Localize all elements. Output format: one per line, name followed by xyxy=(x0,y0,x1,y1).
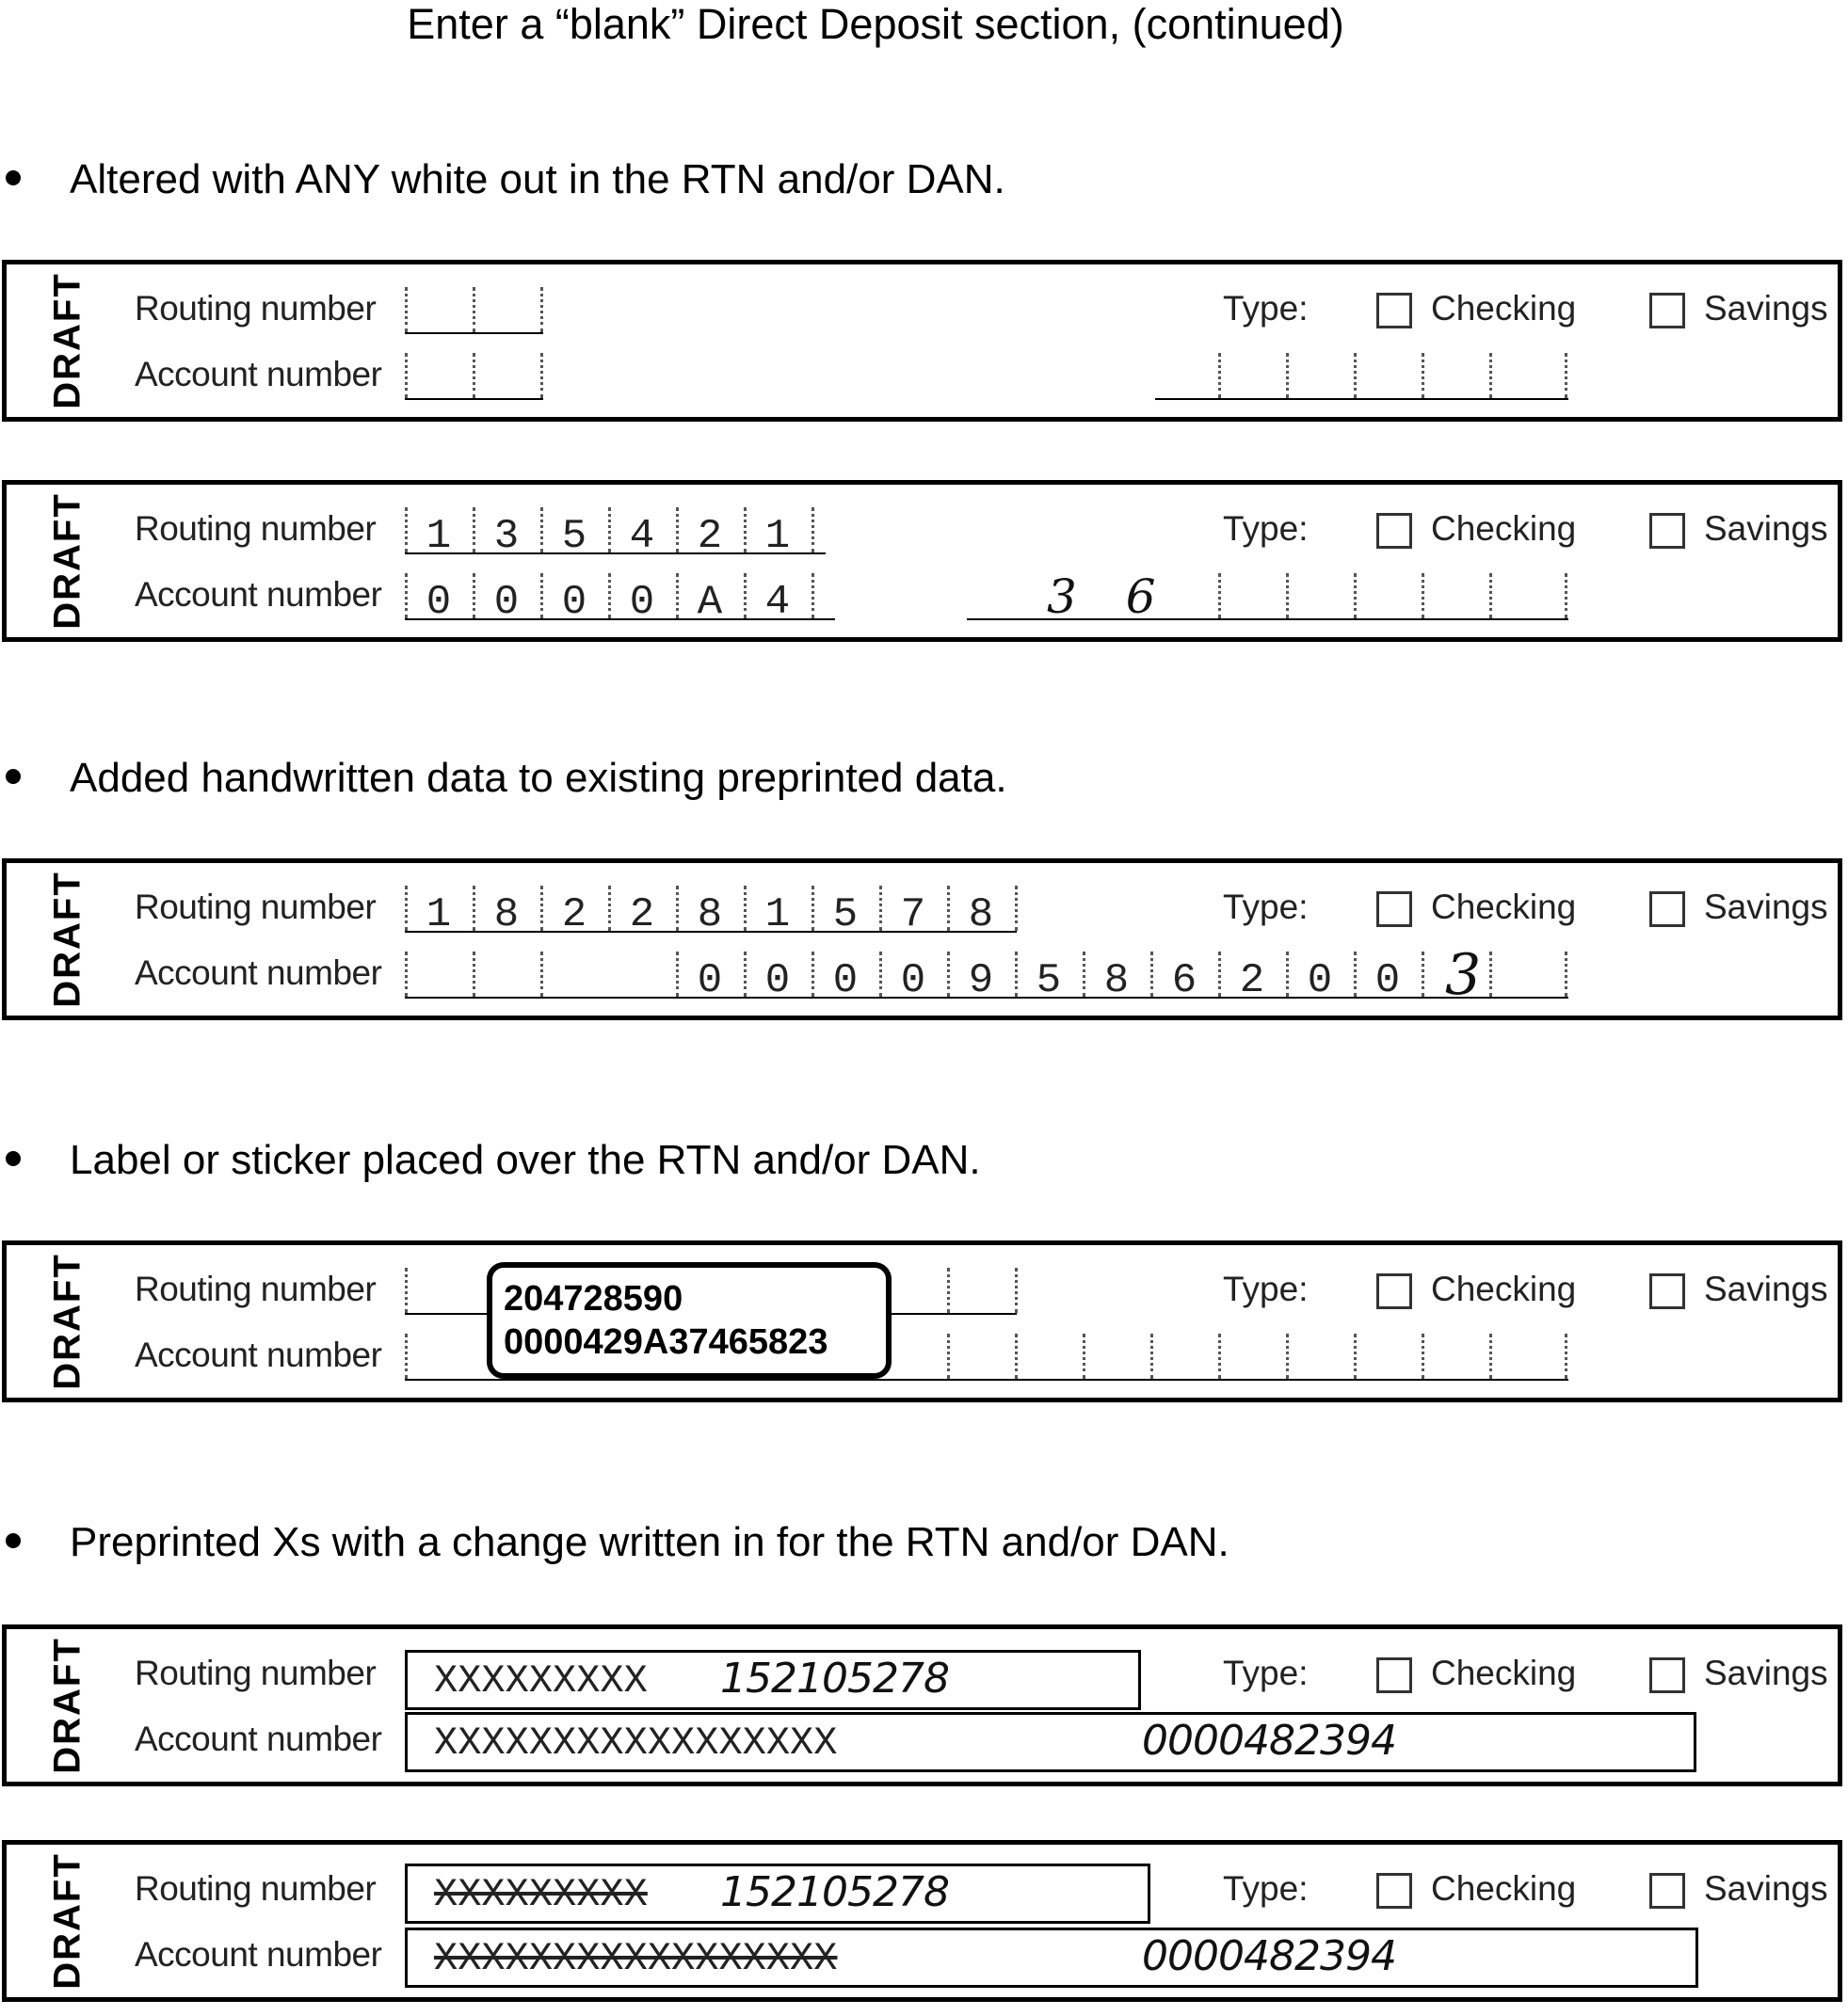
savings-label: Savings xyxy=(1704,888,1828,926)
checking-checkbox[interactable] xyxy=(1376,1273,1412,1309)
preprinted-account-xs: XXXXXXXXXXXXXXXXX xyxy=(434,1720,838,1766)
routing-number-field[interactable] xyxy=(405,1864,1150,1924)
struck-routing-xs: XXXXXXXXX xyxy=(434,1872,648,1917)
bullet-sticker xyxy=(0,1137,981,1184)
routing-digit: 8 xyxy=(493,891,520,938)
checking-label: Checking xyxy=(1431,1270,1577,1308)
routing-digit: 1 xyxy=(764,513,791,560)
written-routing-number: 152105278 xyxy=(720,1655,949,1703)
account-number-field[interactable] xyxy=(405,1928,1698,1988)
routing-digit: 1 xyxy=(426,513,452,560)
written-account-number: 0000482394 xyxy=(1142,1932,1396,1980)
routing-digit: 4 xyxy=(629,513,655,560)
account-digit: A xyxy=(697,579,723,626)
type-label: Type: xyxy=(1223,1270,1309,1308)
draft-stamp: DRAFT xyxy=(46,871,88,1008)
savings-label: Savings xyxy=(1704,509,1828,548)
white-out-patch xyxy=(835,564,967,626)
draft-panel-xs-struck xyxy=(2,1840,1842,2002)
account-digit: 0 xyxy=(561,579,587,626)
draft-stamp: DRAFT xyxy=(46,1852,88,1990)
account-label: Account number xyxy=(135,1935,382,1974)
bullet-whiteout xyxy=(0,156,1005,203)
account-digit: 8 xyxy=(1103,957,1130,1004)
savings-label: Savings xyxy=(1704,289,1828,328)
routing-number-field[interactable] xyxy=(405,882,1017,938)
checking-checkbox[interactable] xyxy=(1376,1873,1412,1909)
savings-checkbox[interactable] xyxy=(1649,1657,1685,1693)
savings-checkbox[interactable] xyxy=(1649,513,1685,549)
type-label: Type: xyxy=(1223,1869,1309,1908)
bullet-preprinted-xs xyxy=(0,1519,1229,1566)
sticker-account-number: 0000429A37465823 xyxy=(504,1322,828,1362)
draft-panel-whiteout-blank xyxy=(2,260,1842,422)
bullet-text: Added handwritten data to existing preprinted data. xyxy=(70,755,1007,801)
routing-number-field[interactable] xyxy=(405,1650,1141,1710)
account-number-field[interactable] xyxy=(405,569,1568,626)
white-out-patch xyxy=(543,272,1155,413)
account-label: Account number xyxy=(135,575,382,614)
sticker-routing-number: 204728590 xyxy=(504,1279,683,1319)
draft-panel-whiteout-partial xyxy=(2,480,1842,642)
account-digit: 5 xyxy=(1036,957,1062,1004)
routing-label: Routing number xyxy=(135,1270,377,1308)
account-digit: 0 xyxy=(1374,957,1401,1004)
routing-digit: 2 xyxy=(561,891,587,938)
account-digit: 0 xyxy=(1307,957,1333,1004)
savings-checkbox[interactable] xyxy=(1649,891,1685,927)
bullet-dot xyxy=(6,769,21,784)
sticker-label xyxy=(487,1262,892,1379)
draft-panel-xs-change xyxy=(2,1624,1842,1786)
routing-digit: 8 xyxy=(968,891,994,938)
type-label: Type: xyxy=(1223,888,1309,926)
account-label: Account number xyxy=(135,1720,382,1758)
account-digit: 0 xyxy=(426,579,452,626)
routing-label: Routing number xyxy=(135,289,377,328)
bullet-dot xyxy=(6,170,21,185)
account-digit: 2 xyxy=(1239,957,1265,1004)
bullet-text: Preprinted Xs with a change written in for the RTN and/or DAN. xyxy=(70,1519,1229,1565)
checking-checkbox[interactable] xyxy=(1376,1657,1412,1693)
savings-label: Savings xyxy=(1704,1270,1828,1308)
routing-digit: 5 xyxy=(561,513,587,560)
draft-stamp: DRAFT xyxy=(46,272,88,409)
account-digit: 6 xyxy=(1171,957,1197,1004)
account-digit: 0 xyxy=(832,957,859,1004)
checking-checkbox[interactable] xyxy=(1376,891,1412,927)
routing-label: Routing number xyxy=(135,1654,377,1692)
account-digit: 4 xyxy=(764,579,791,626)
draft-stamp: DRAFT xyxy=(46,492,88,630)
checking-checkbox[interactable] xyxy=(1376,293,1412,328)
type-label: Type: xyxy=(1223,509,1309,548)
bullet-dot xyxy=(6,1151,21,1166)
routing-digit: 1 xyxy=(764,891,791,938)
type-label: Type: xyxy=(1223,289,1309,328)
savings-checkbox[interactable] xyxy=(1649,1873,1685,1909)
draft-stamp: DRAFT xyxy=(46,1253,88,1390)
savings-checkbox[interactable] xyxy=(1649,293,1685,328)
routing-label: Routing number xyxy=(135,509,377,548)
account-label: Account number xyxy=(135,1336,382,1374)
routing-digit: 5 xyxy=(832,891,859,938)
type-label: Type: xyxy=(1223,1654,1309,1692)
routing-digit: 2 xyxy=(697,513,723,560)
draft-panel-sticker xyxy=(2,1240,1842,1402)
struck-account-xs: XXXXXXXXXXXXXXXXX xyxy=(434,1936,838,1981)
written-account-number: 0000482394 xyxy=(1142,1717,1396,1765)
draft-panel-handwritten-added xyxy=(2,858,1842,1020)
routing-label: Routing number xyxy=(135,888,377,926)
account-digit: 0 xyxy=(629,579,655,626)
account-digit: 0 xyxy=(697,957,723,1004)
handwritten-account-digit: 3 xyxy=(1445,942,1482,1008)
bullet-text: Altered with ANY white out in the RTN and/or DAN. xyxy=(70,156,1005,202)
checking-label: Checking xyxy=(1431,888,1577,926)
bullet-handwritten xyxy=(0,755,1007,802)
checking-label: Checking xyxy=(1431,289,1577,328)
account-label: Account number xyxy=(135,355,382,393)
draft-stamp: DRAFT xyxy=(46,1637,88,1774)
savings-label: Savings xyxy=(1704,1654,1828,1692)
account-number-field[interactable] xyxy=(405,1712,1696,1772)
account-digit: 0 xyxy=(900,957,926,1004)
savings-label: Savings xyxy=(1704,1869,1828,1908)
account-digit: 9 xyxy=(968,957,994,1004)
routing-digit: 7 xyxy=(900,891,926,938)
checking-checkbox[interactable] xyxy=(1376,513,1412,549)
page-title: Enter a “blank” Direct Deposit section, (continued) xyxy=(407,0,1344,48)
account-number-field[interactable] xyxy=(405,948,1568,1004)
routing-digit: 1 xyxy=(426,891,452,938)
white-out-patch xyxy=(826,498,1037,560)
handwritten-account-digits: 3 6 xyxy=(1047,569,1173,624)
routing-digit: 2 xyxy=(629,891,655,938)
account-digit: 0 xyxy=(493,579,520,626)
routing-digit: 8 xyxy=(697,891,723,938)
account-label: Account number xyxy=(135,953,382,992)
preprinted-routing-xs: XXXXXXXXX xyxy=(434,1658,648,1704)
routing-digit: 3 xyxy=(493,513,520,560)
written-routing-number: 152105278 xyxy=(720,1868,949,1916)
checking-label: Checking xyxy=(1431,1654,1577,1692)
bullet-text: Label or sticker placed over the RTN and/or DAN. xyxy=(70,1137,981,1183)
savings-checkbox[interactable] xyxy=(1649,1273,1685,1309)
routing-label: Routing number xyxy=(135,1869,377,1908)
bullet-dot xyxy=(6,1533,21,1548)
checking-label: Checking xyxy=(1431,1869,1577,1908)
checking-label: Checking xyxy=(1431,509,1577,548)
account-digit: 0 xyxy=(764,957,791,1004)
